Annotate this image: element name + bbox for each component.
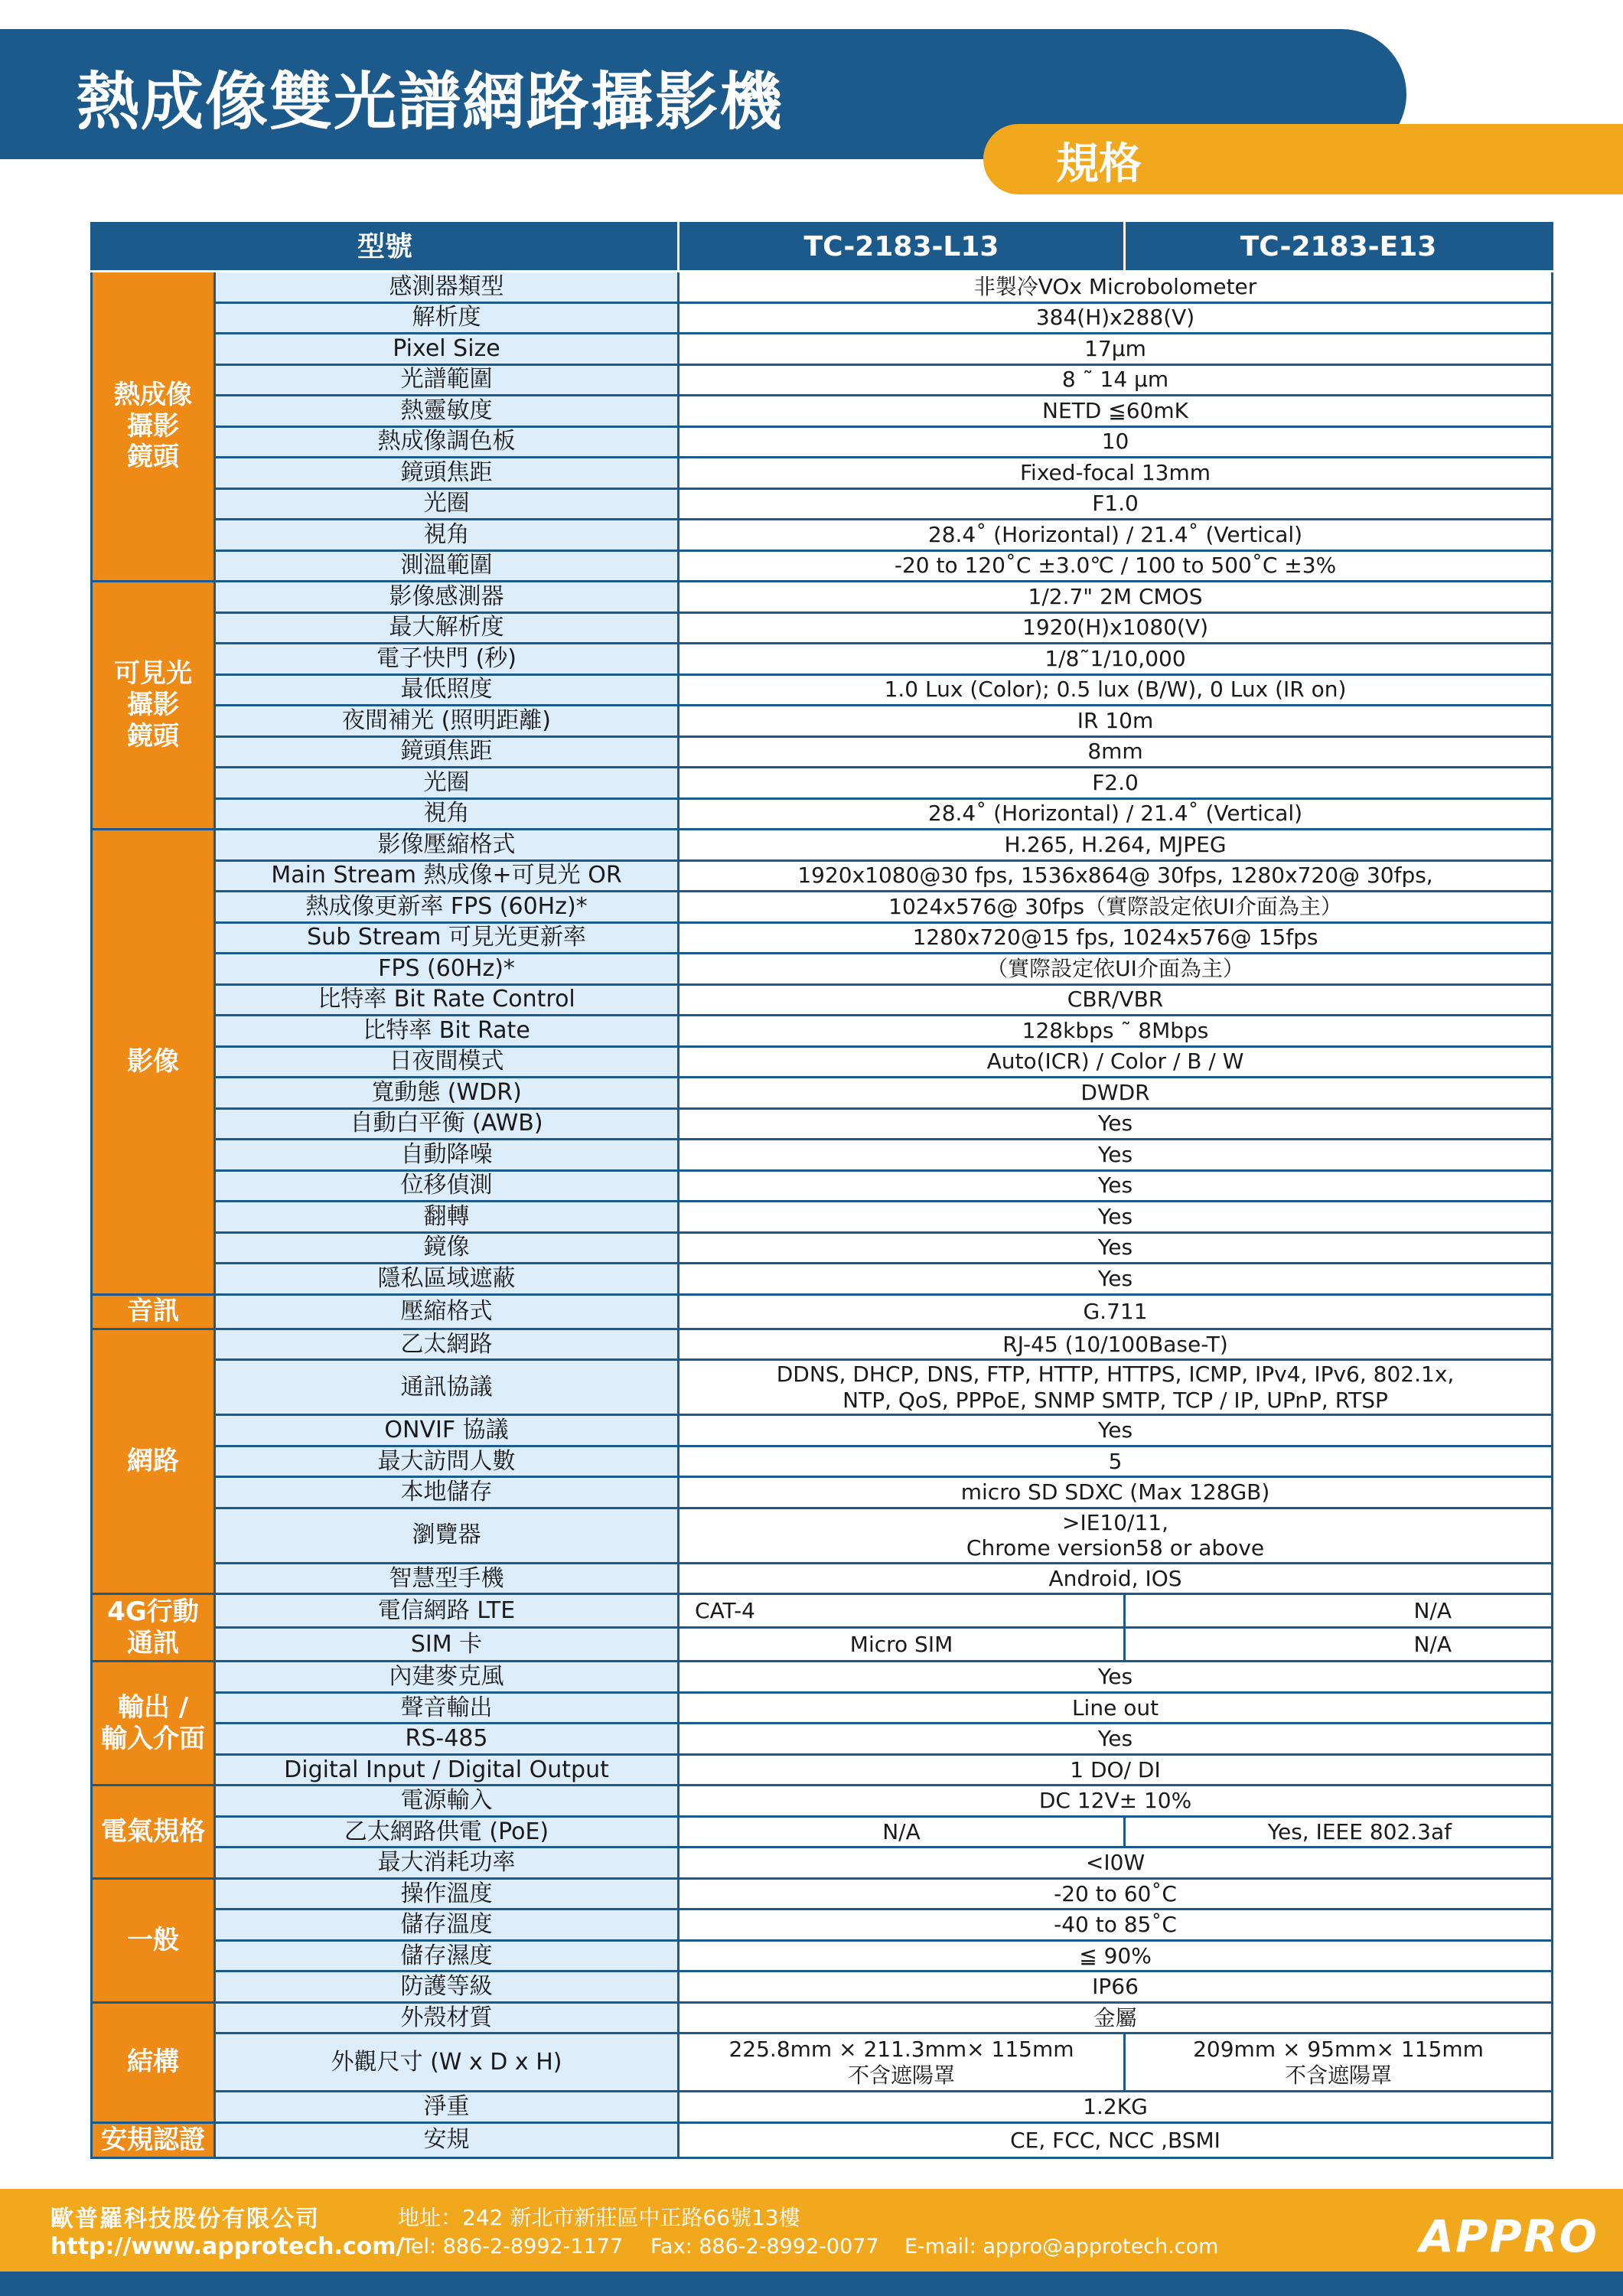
spec-value: IP66	[679, 1971, 1553, 2003]
table-row	[92, 272, 1553, 303]
spec-value: 1920x1080@30 fps, 1536x864@ 30fps, 1280x720@ 30fps,	[679, 860, 1553, 892]
spec-value-line2: 不含遮陽罩	[1285, 2062, 1393, 2088]
table-row	[92, 1202, 1553, 1233]
spec-value-l13: CAT-4	[679, 1594, 1125, 1628]
spec-value: （實際設定依UI介面為主）	[679, 954, 1553, 985]
spec-value-e13-multiline	[1125, 2033, 1553, 2092]
spec-value: Android, IOS	[679, 1563, 1553, 1594]
spec-value-line2: NTP, QoS, PPPoE, SNMP SMTP, TCP / IP, UPnP, RTSP	[842, 1387, 1388, 1413]
feature-label: ONVIF 協議	[215, 1415, 679, 1446]
spec-value: 1/8˜1/10,000	[679, 644, 1553, 675]
table-row	[92, 954, 1553, 985]
feature-label: 電子快門 (秒)	[215, 644, 679, 675]
table-row	[92, 1078, 1553, 1109]
feature-label: 視角	[215, 520, 679, 551]
spec-value: 8mm	[679, 736, 1553, 768]
spec-value: 28.4˚ (Horizontal) / 21.4˚ (Vertical)	[679, 520, 1553, 551]
table-row	[92, 706, 1553, 737]
feature-label: 翻轉	[215, 1202, 679, 1233]
feature-label: 壓縮格式	[215, 1294, 679, 1329]
table-header-row	[92, 223, 1553, 272]
feature-label: 自動降噪	[215, 1140, 679, 1171]
feature-label: 最大解析度	[215, 612, 679, 644]
spec-value: 10	[679, 426, 1553, 458]
feature-label: FPS (60Hz)*	[215, 954, 679, 985]
table-row	[92, 1878, 1553, 1910]
feature-label: 感測器類型	[215, 272, 679, 303]
feature-label: 聲音輸出	[215, 1692, 679, 1724]
feature-label: 儲存溫度	[215, 1910, 679, 1941]
feature-label: 位移偵測	[215, 1170, 679, 1202]
table-row	[92, 458, 1553, 489]
spec-table	[90, 222, 1553, 2159]
table-row	[92, 334, 1553, 365]
spec-value: Yes	[679, 1662, 1553, 1693]
spec-value: Auto(ICR) / Color / B / W	[679, 1046, 1553, 1078]
spec-value: G.711	[679, 1294, 1553, 1329]
feature-label: 光圈	[215, 768, 679, 799]
feature-label: 鏡像	[215, 1232, 679, 1264]
feature-label: 熱靈敏度	[215, 396, 679, 427]
spec-value-l13: N/A	[679, 1816, 1125, 1848]
spec-value: 1.0 Lux (Color); 0.5 lux (B/W), 0 Lux (IR on)	[679, 674, 1553, 706]
table-row	[92, 364, 1553, 396]
category-structure: 結構	[92, 2002, 215, 2122]
feature-label: 熱成像更新率 FPS (60Hz)*	[215, 892, 679, 923]
spec-value: Yes	[679, 1724, 1553, 1755]
feature-label: 淨重	[215, 2092, 679, 2123]
table-row	[92, 798, 1553, 830]
spec-value-e13: N/A	[1125, 1594, 1553, 1628]
spec-value-line1: 209mm × 95mm× 115mm	[1193, 2037, 1484, 2063]
feature-label: 電信網路 LTE	[215, 1594, 679, 1628]
page-title: 熱成像雙光譜網路攝影機	[77, 66, 784, 139]
table-row	[92, 1264, 1553, 1295]
spec-value: -40 to 85˚C	[679, 1910, 1553, 1941]
feature-label: 日夜間模式	[215, 1046, 679, 1078]
spec-value: Yes	[679, 1264, 1553, 1295]
table-row	[92, 768, 1553, 799]
category-audio: 音訊	[92, 1294, 215, 1329]
header-e13: TC-2183-E13	[1125, 223, 1553, 272]
footer-fax: Fax: 886-2-8992-0077	[650, 2235, 879, 2258]
spec-value: 1280x720@15 fps, 1024x576@ 15fps	[679, 922, 1553, 954]
spec-value-l13: Micro SIM	[679, 1628, 1125, 1662]
table-row	[92, 582, 1553, 613]
table-row	[92, 922, 1553, 954]
feature-label: 夜間補光 (照明距離)	[215, 706, 679, 737]
spec-value: 8 ˜ 14 μm	[679, 364, 1553, 396]
feature-label: 影像壓縮格式	[215, 830, 679, 861]
feature-label: 乙太網路供電 (PoE)	[215, 1816, 679, 1848]
feature-label: 測溫範圍	[215, 550, 679, 582]
spec-value: F2.0	[679, 768, 1553, 799]
table-row	[92, 550, 1553, 582]
spec-value: Yes	[679, 1140, 1553, 1171]
feature-label: 外觀尺寸 (W x D x H)	[215, 2033, 679, 2092]
table-row	[92, 1662, 1553, 1693]
table-row	[92, 1016, 1553, 1047]
feature-label: 瀏覽器	[215, 1508, 679, 1563]
spec-value: Yes	[679, 1202, 1553, 1233]
feature-label: 電源輸入	[215, 1786, 679, 1817]
feature-label: SIM 卡	[215, 1628, 679, 1662]
feature-label: 內建麥克風	[215, 1662, 679, 1693]
spec-value: 1/2.7" 2M CMOS	[679, 582, 1553, 613]
table-row	[92, 1940, 1553, 1971]
spec-value: 5	[679, 1446, 1553, 1477]
spec-value: Yes	[679, 1415, 1553, 1446]
table-row	[92, 1724, 1553, 1755]
table-row	[92, 1108, 1553, 1140]
spec-value: DWDR	[679, 1078, 1553, 1109]
category-cert: 安規認證	[92, 2122, 215, 2157]
feature-label: Digital Input / Digital Output	[215, 1754, 679, 1786]
category-io: 輸出 / 輸入介面	[92, 1662, 215, 1786]
feature-label: 寬動態 (WDR)	[215, 1078, 679, 1109]
feature-label: 隱私區域遮蔽	[215, 1264, 679, 1295]
feature-label: 鏡頭焦距	[215, 458, 679, 489]
table-row	[92, 1848, 1553, 1879]
footer-email-link[interactable]: E-mail: appro@approtech.com	[904, 2235, 1219, 2258]
feature-label: 安規	[215, 2122, 679, 2157]
table-row	[92, 1140, 1553, 1171]
spec-value: 金屬	[679, 2002, 1553, 2033]
feature-label: Main Stream 熱成像+可見光 OR	[215, 860, 679, 892]
feature-label: 解析度	[215, 302, 679, 334]
category-video: 影像	[92, 830, 215, 1295]
spec-value: 1 DO/ DI	[679, 1754, 1553, 1786]
spec-value: -20 to 60˚C	[679, 1878, 1553, 1910]
spec-value: 384(H)x288(V)	[679, 302, 1553, 334]
table-row	[92, 1628, 1553, 1662]
spec-value: H.265, H.264, MJPEG	[679, 830, 1553, 861]
feature-label: 防護等級	[215, 1971, 679, 2003]
spec-value: 17μm	[679, 334, 1553, 365]
table-row	[92, 1786, 1553, 1817]
spec-value: Yes	[679, 1232, 1553, 1264]
table-row	[92, 426, 1553, 458]
feature-label: 操作溫度	[215, 1878, 679, 1910]
spec-value: F1.0	[679, 488, 1553, 520]
header-l13: TC-2183-L13	[679, 223, 1125, 272]
table-row	[92, 302, 1553, 334]
spec-value: 非製冷VOx Microbolometer	[679, 272, 1553, 303]
feature-label: 自動白平衡 (AWB)	[215, 1108, 679, 1140]
spec-value: 1920(H)x1080(V)	[679, 612, 1553, 644]
feature-label: 乙太網路	[215, 1329, 679, 1360]
spec-value-e13: Yes, IEEE 802.3af	[1125, 1816, 1553, 1848]
table-row	[92, 612, 1553, 644]
table-row	[92, 674, 1553, 706]
feature-label: 本地儲存	[215, 1477, 679, 1508]
header-model: 型號	[92, 223, 679, 272]
feature-label: 光譜範圍	[215, 364, 679, 396]
table-row	[92, 2002, 1553, 2033]
spec-value: NETD ≦60mK	[679, 396, 1553, 427]
feature-label: 通訊協議	[215, 1360, 679, 1415]
spec-value-multiline	[679, 1508, 1553, 1563]
spec-value: Line out	[679, 1692, 1553, 1724]
category-network: 網路	[92, 1329, 215, 1594]
table-row	[92, 1329, 1553, 1360]
table-row	[92, 736, 1553, 768]
table-row	[92, 1446, 1553, 1477]
table-row	[92, 488, 1553, 520]
spec-value: micro SD SDXC (Max 128GB)	[679, 1477, 1553, 1508]
spec-value: RJ-45 (10/100Base-T)	[679, 1329, 1553, 1360]
table-row	[92, 1754, 1553, 1786]
spec-value-line1: DDNS, DHCP, DNS, FTP, HTTP, HTTPS, ICMP, IPv4, IPv6, 802.1x,	[776, 1362, 1455, 1388]
table-row	[92, 860, 1553, 892]
spec-value-line2: Chrome version58 or above	[966, 1535, 1265, 1561]
spec-value: IR 10m	[679, 706, 1553, 737]
footer-bottom-bar	[0, 2272, 1623, 2296]
table-row	[92, 1563, 1553, 1594]
category-power: 電氣規格	[92, 1786, 215, 1879]
table-row	[92, 1971, 1553, 2003]
feature-label: 智慧型手機	[215, 1563, 679, 1594]
spec-value: ≦ 90%	[679, 1940, 1553, 1971]
table-row	[92, 830, 1553, 861]
footer-tel: Tel: 886-2-8992-1177	[402, 2235, 624, 2258]
category-thermal: 熱成像 攝影 鏡頭	[92, 272, 215, 582]
feature-label: 比特率 Bit Rate Control	[215, 984, 679, 1016]
category-visible: 可見光 攝影 鏡頭	[92, 582, 215, 830]
feature-label: Pixel Size	[215, 334, 679, 365]
feature-label: 比特率 Bit Rate	[215, 1016, 679, 1047]
spec-value: Yes	[679, 1108, 1553, 1140]
table-row	[92, 1294, 1553, 1329]
spec-value: 28.4˚ (Horizontal) / 21.4˚ (Vertical)	[679, 798, 1553, 830]
spec-value: 1.2KG	[679, 2092, 1553, 2123]
spec-value-line1: 225.8mm × 211.3mm× 115mm	[728, 2037, 1074, 2063]
feature-label: 視角	[215, 798, 679, 830]
feature-label: 鏡頭焦距	[215, 736, 679, 768]
table-row	[92, 1692, 1553, 1724]
table-row	[92, 1232, 1553, 1264]
spec-tab-label: 規格	[1056, 139, 1142, 189]
spec-value: CE, FCC, NCC ,BSMI	[679, 2122, 1553, 2157]
feature-label: RS-485	[215, 1724, 679, 1755]
table-row	[92, 2033, 1553, 2092]
table-row	[92, 1594, 1553, 1628]
spec-value: CBR/VBR	[679, 984, 1553, 1016]
table-row	[92, 1910, 1553, 1941]
spec-value-multiline	[679, 1360, 1553, 1415]
spec-value: DC 12V± 10%	[679, 1786, 1553, 1817]
spec-value: Yes	[679, 1170, 1553, 1202]
table-row	[92, 2122, 1553, 2157]
spec-value: 1024x576@ 30fps（實際設定依UI介面為主）	[679, 892, 1553, 923]
category-general: 一般	[92, 1878, 215, 2002]
spec-value: -20 to 120˚C ±3.0℃ / 100 to 500˚C ±3%	[679, 550, 1553, 582]
table-row	[92, 520, 1553, 551]
feature-label: 影像感測器	[215, 582, 679, 613]
feature-label: 最低照度	[215, 674, 679, 706]
spec-value: Fixed-focal 13mm	[679, 458, 1553, 489]
feature-label: Sub Stream 可見光更新率	[215, 922, 679, 954]
table-row	[92, 2092, 1553, 2123]
category-lte: 4G行動 通訊	[92, 1594, 215, 1662]
table-row	[92, 1816, 1553, 1848]
feature-label: 外殼材質	[215, 2002, 679, 2033]
table-row	[92, 396, 1553, 427]
spec-value-e13: N/A	[1125, 1628, 1553, 1662]
table-row	[92, 1360, 1553, 1415]
feature-label: 光圈	[215, 488, 679, 520]
feature-label: 熱成像調色板	[215, 426, 679, 458]
spec-value: 128kbps ˜ 8Mbps	[679, 1016, 1553, 1047]
footer-company: 歐普羅科技股份有限公司	[51, 2206, 320, 2232]
feature-label: 最大訪問人數	[215, 1446, 679, 1477]
table-row	[92, 644, 1553, 675]
appro-logo: APPRO	[1419, 2210, 1599, 2262]
feature-label: 最大消耗功率	[215, 1848, 679, 1879]
table-row	[92, 1477, 1553, 1508]
footer-address: 地址：242 新北市新莊區中正路66號13樓	[398, 2205, 800, 2230]
table-row	[92, 892, 1553, 923]
table-row	[92, 1170, 1553, 1202]
footer-url-link[interactable]: http://www.approtech.com/	[51, 2233, 405, 2260]
feature-label: 儲存濕度	[215, 1940, 679, 1971]
table-row	[92, 1508, 1553, 1563]
spec-value: <I0W	[679, 1848, 1553, 1879]
table-row	[92, 1046, 1553, 1078]
spec-value-l13-multiline	[679, 2033, 1125, 2092]
spec-value-line2: 不含遮陽罩	[848, 2062, 956, 2088]
table-row	[92, 1415, 1553, 1446]
spec-value-line1: >IE10/11,	[1062, 1509, 1169, 1535]
table-row	[92, 984, 1553, 1016]
